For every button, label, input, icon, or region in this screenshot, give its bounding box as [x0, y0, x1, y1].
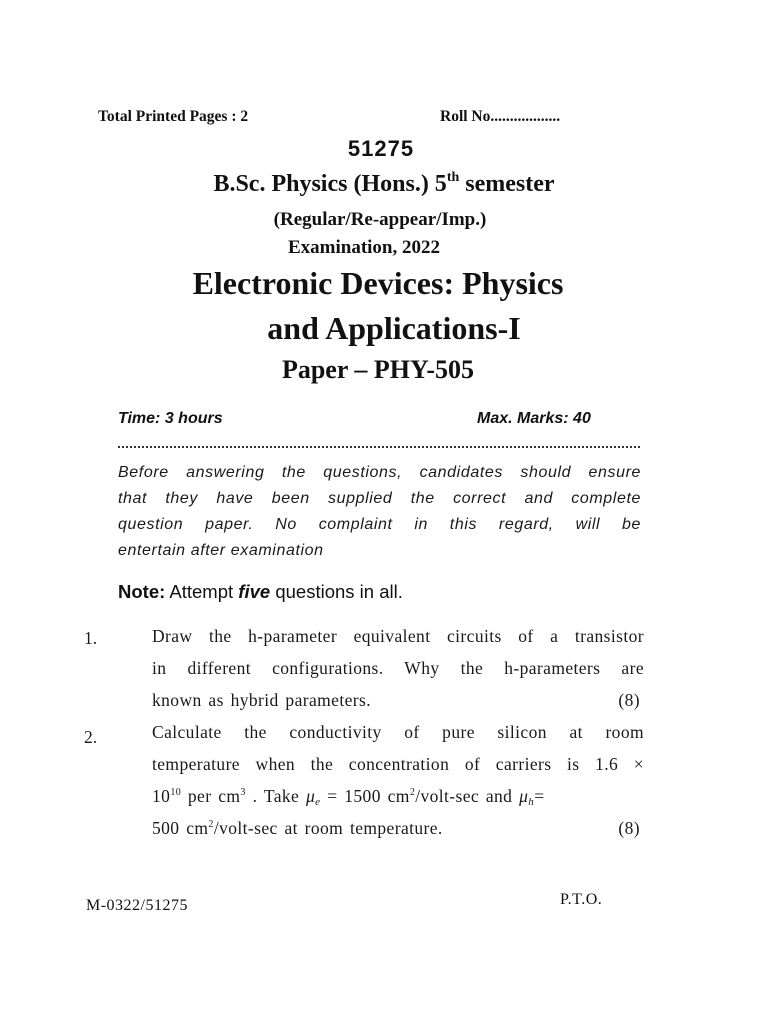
q2-exponent: 2: [208, 819, 214, 830]
subject-title-line2: and Applications-I: [267, 310, 521, 346]
question-line: Draw the h-parameter equivalent circuits of a transistor: [152, 626, 644, 646]
note-text-post: questions in all.: [270, 581, 403, 602]
mu-subscript: h: [528, 796, 535, 808]
course-name: B.Sc. Physics (Hons.) 5: [213, 171, 447, 197]
question-line: Calculate the conductivity of pure silicon at room: [152, 722, 644, 742]
q2-text: . Take: [245, 786, 306, 806]
q2-text: 500 cm: [152, 818, 209, 838]
q2-text: =: [534, 786, 545, 806]
question-line: temperature when the concentration of carriers is 1.6 ×: [152, 754, 644, 774]
exam-type: (Regular/Re-appear/Imp.): [273, 209, 487, 230]
question-2-text: [152, 716, 644, 844]
question-number: 2.: [84, 727, 98, 747]
subject-title-line1: Electronic Devices: Physics: [192, 265, 564, 301]
instruction-line: entertain after examination: [118, 542, 324, 559]
q2-exponent: 3: [240, 787, 246, 798]
q2-exponent: 2: [409, 787, 416, 798]
question-line: [152, 780, 644, 812]
paper-number: Paper – PHY-505: [281, 355, 475, 384]
note-label: Note:: [118, 581, 166, 602]
q2-text: = 1500 cm: [320, 786, 410, 806]
course-ordinal-suffix: th: [446, 170, 460, 185]
q2-text: per cm: [181, 786, 241, 806]
note-emphasis: five: [238, 581, 271, 602]
q2-text: /volt-sec and: [415, 786, 520, 806]
instruction-block: [118, 460, 641, 564]
question-line: [152, 812, 644, 844]
question-marks: (8): [618, 690, 640, 710]
exam-duration: Time: 3 hours: [118, 410, 223, 427]
question-line-text: known as hybrid parameters.: [152, 690, 371, 710]
note-line: [118, 581, 403, 603]
footer-pto: P.T.O.: [560, 891, 603, 908]
dotted-separator: [118, 446, 640, 450]
instruction-line: question paper. No complaint in this regard, will be: [118, 516, 641, 533]
q2-text: 10: [152, 786, 171, 806]
hole-mobility-symbol: [519, 786, 534, 806]
max-marks: Max. Marks: 40: [477, 410, 591, 427]
footer-paper-code: M-0322/51275: [86, 897, 188, 914]
question-marks: (8): [618, 818, 640, 838]
exam-year: Examination, 2022: [287, 237, 441, 258]
mu-glyph: μ: [519, 786, 529, 806]
instruction-line: Before answering the questions, candidates should ensure: [118, 464, 641, 481]
question-line: in different configurations. Why the h-parameters are: [152, 658, 644, 678]
total-printed-pages: Total Printed Pages : 2: [98, 108, 249, 125]
mu-subscript: e: [315, 796, 321, 808]
roll-number-field: Roll No..................: [440, 108, 561, 125]
course-title: [0, 171, 768, 198]
note-text-pre: Attempt: [165, 581, 239, 602]
q2-exponent: 10: [170, 787, 182, 798]
course-semester: semester: [459, 171, 555, 197]
q2-text: /volt-sec at room temperature.: [213, 818, 443, 838]
instruction-line: that they have been supplied the correct and complete: [118, 490, 641, 507]
question-1-text: [152, 620, 644, 716]
electron-mobility-symbol: [306, 786, 320, 806]
question-number: 1.: [84, 628, 98, 648]
paper-code: 51275: [347, 136, 415, 161]
mu-glyph: μ: [305, 786, 316, 806]
question-line: [152, 684, 644, 716]
